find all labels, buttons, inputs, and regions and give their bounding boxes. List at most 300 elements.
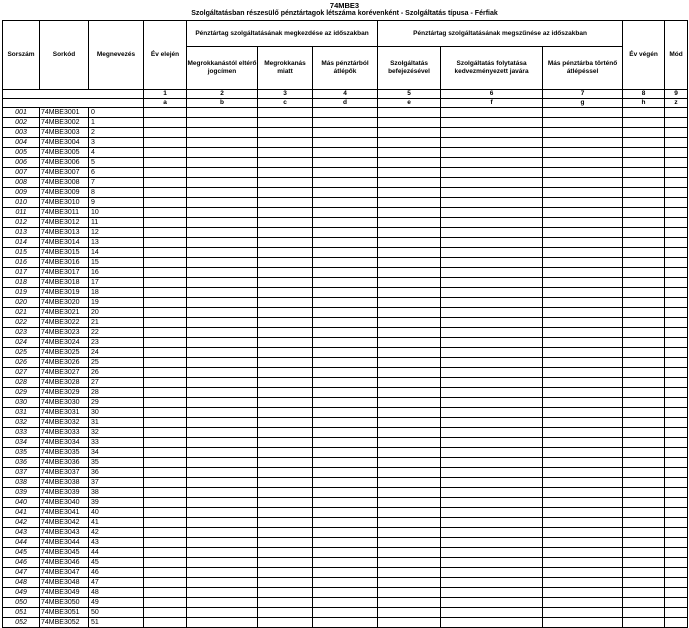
input-cell[interactable] (144, 138, 187, 148)
input-cell[interactable] (543, 188, 623, 198)
input-cell[interactable] (441, 208, 543, 218)
input-cell[interactable] (258, 338, 313, 348)
input-cell[interactable] (187, 118, 258, 128)
input-cell[interactable] (258, 248, 313, 258)
input-cell[interactable] (543, 148, 623, 158)
input-cell[interactable] (543, 298, 623, 308)
input-cell[interactable] (258, 448, 313, 458)
input-cell[interactable] (623, 318, 665, 328)
input-cell[interactable] (187, 188, 258, 198)
input-cell[interactable] (313, 218, 378, 228)
input-cell[interactable] (144, 188, 187, 198)
input-cell[interactable] (441, 158, 543, 168)
input-cell[interactable] (623, 128, 665, 138)
input-cell[interactable] (258, 368, 313, 378)
input-cell[interactable] (543, 218, 623, 228)
input-cell[interactable] (441, 598, 543, 608)
input-cell[interactable] (665, 538, 688, 548)
input-cell[interactable] (187, 238, 258, 248)
input-cell[interactable] (144, 528, 187, 538)
input-cell[interactable] (378, 388, 441, 398)
input-cell[interactable] (623, 428, 665, 438)
input-cell[interactable] (313, 358, 378, 368)
input-cell[interactable] (313, 348, 378, 358)
input-cell[interactable] (441, 488, 543, 498)
input-cell[interactable] (441, 218, 543, 228)
input-cell[interactable] (623, 598, 665, 608)
input-cell[interactable] (258, 158, 313, 168)
input-cell[interactable] (441, 188, 543, 198)
input-cell[interactable] (144, 178, 187, 188)
input-cell[interactable] (441, 468, 543, 478)
input-cell[interactable] (144, 148, 187, 158)
input-cell[interactable] (144, 488, 187, 498)
input-cell[interactable] (378, 168, 441, 178)
input-cell[interactable] (543, 468, 623, 478)
input-cell[interactable] (258, 328, 313, 338)
input-cell[interactable] (187, 288, 258, 298)
input-cell[interactable] (665, 368, 688, 378)
input-cell[interactable] (313, 128, 378, 138)
input-cell[interactable] (665, 408, 688, 418)
input-cell[interactable] (543, 348, 623, 358)
input-cell[interactable] (258, 258, 313, 268)
input-cell[interactable] (441, 178, 543, 188)
input-cell[interactable] (665, 308, 688, 318)
input-cell[interactable] (258, 468, 313, 478)
input-cell[interactable] (187, 318, 258, 328)
input-cell[interactable] (144, 248, 187, 258)
input-cell[interactable] (543, 228, 623, 238)
input-cell[interactable] (441, 358, 543, 368)
input-cell[interactable] (543, 368, 623, 378)
input-cell[interactable] (665, 218, 688, 228)
input-cell[interactable] (187, 338, 258, 348)
input-cell[interactable] (665, 508, 688, 518)
input-cell[interactable] (187, 278, 258, 288)
input-cell[interactable] (665, 498, 688, 508)
input-cell[interactable] (441, 478, 543, 488)
input-cell[interactable] (543, 448, 623, 458)
input-cell[interactable] (258, 588, 313, 598)
input-cell[interactable] (313, 568, 378, 578)
input-cell[interactable] (378, 408, 441, 418)
input-cell[interactable] (258, 578, 313, 588)
input-cell[interactable] (665, 148, 688, 158)
input-cell[interactable] (313, 238, 378, 248)
input-cell[interactable] (543, 198, 623, 208)
input-cell[interactable] (441, 238, 543, 248)
input-cell[interactable] (623, 498, 665, 508)
input-cell[interactable] (187, 368, 258, 378)
input-cell[interactable] (313, 468, 378, 478)
input-cell[interactable] (144, 198, 187, 208)
input-cell[interactable] (378, 208, 441, 218)
input-cell[interactable] (378, 518, 441, 528)
input-cell[interactable] (378, 498, 441, 508)
input-cell[interactable] (258, 118, 313, 128)
input-cell[interactable] (441, 278, 543, 288)
input-cell[interactable] (665, 518, 688, 528)
input-cell[interactable] (623, 448, 665, 458)
input-cell[interactable] (665, 138, 688, 148)
input-cell[interactable] (543, 358, 623, 368)
input-cell[interactable] (623, 258, 665, 268)
input-cell[interactable] (378, 618, 441, 628)
input-cell[interactable] (258, 218, 313, 228)
input-cell[interactable] (378, 438, 441, 448)
input-cell[interactable] (187, 398, 258, 408)
input-cell[interactable] (313, 408, 378, 418)
input-cell[interactable] (441, 528, 543, 538)
input-cell[interactable] (378, 478, 441, 488)
input-cell[interactable] (543, 478, 623, 488)
input-cell[interactable] (144, 238, 187, 248)
input-cell[interactable] (665, 338, 688, 348)
input-cell[interactable] (187, 438, 258, 448)
input-cell[interactable] (623, 138, 665, 148)
input-cell[interactable] (441, 518, 543, 528)
input-cell[interactable] (378, 428, 441, 438)
input-cell[interactable] (313, 378, 378, 388)
input-cell[interactable] (187, 598, 258, 608)
input-cell[interactable] (623, 468, 665, 478)
input-cell[interactable] (187, 228, 258, 238)
input-cell[interactable] (543, 488, 623, 498)
input-cell[interactable] (543, 438, 623, 448)
input-cell[interactable] (258, 318, 313, 328)
input-cell[interactable] (313, 298, 378, 308)
input-cell[interactable] (378, 458, 441, 468)
input-cell[interactable] (258, 308, 313, 318)
input-cell[interactable] (144, 618, 187, 628)
input-cell[interactable] (441, 128, 543, 138)
input-cell[interactable] (441, 618, 543, 628)
input-cell[interactable] (665, 608, 688, 618)
input-cell[interactable] (543, 278, 623, 288)
input-cell[interactable] (543, 508, 623, 518)
input-cell[interactable] (187, 448, 258, 458)
input-cell[interactable] (665, 318, 688, 328)
input-cell[interactable] (665, 238, 688, 248)
input-cell[interactable] (623, 368, 665, 378)
input-cell[interactable] (623, 338, 665, 348)
input-cell[interactable] (441, 508, 543, 518)
input-cell[interactable] (441, 198, 543, 208)
input-cell[interactable] (258, 298, 313, 308)
input-cell[interactable] (665, 548, 688, 558)
input-cell[interactable] (623, 178, 665, 188)
input-cell[interactable] (313, 518, 378, 528)
input-cell[interactable] (378, 468, 441, 478)
input-cell[interactable] (543, 498, 623, 508)
input-cell[interactable] (187, 408, 258, 418)
input-cell[interactable] (313, 338, 378, 348)
input-cell[interactable] (543, 388, 623, 398)
input-cell[interactable] (441, 258, 543, 268)
input-cell[interactable] (543, 258, 623, 268)
input-cell[interactable] (441, 228, 543, 238)
input-cell[interactable] (144, 158, 187, 168)
input-cell[interactable] (187, 588, 258, 598)
input-cell[interactable] (441, 368, 543, 378)
input-cell[interactable] (543, 518, 623, 528)
input-cell[interactable] (313, 528, 378, 538)
input-cell[interactable] (313, 558, 378, 568)
input-cell[interactable] (258, 518, 313, 528)
input-cell[interactable] (441, 348, 543, 358)
input-cell[interactable] (313, 608, 378, 618)
input-cell[interactable] (665, 208, 688, 218)
input-cell[interactable] (313, 548, 378, 558)
input-cell[interactable] (543, 248, 623, 258)
input-cell[interactable] (258, 618, 313, 628)
input-cell[interactable] (441, 498, 543, 508)
input-cell[interactable] (187, 618, 258, 628)
input-cell[interactable] (441, 378, 543, 388)
input-cell[interactable] (187, 458, 258, 468)
input-cell[interactable] (258, 548, 313, 558)
input-cell[interactable] (441, 268, 543, 278)
input-cell[interactable] (441, 578, 543, 588)
input-cell[interactable] (258, 398, 313, 408)
input-cell[interactable] (623, 418, 665, 428)
input-cell[interactable] (144, 228, 187, 238)
input-cell[interactable] (378, 348, 441, 358)
input-cell[interactable] (441, 558, 543, 568)
input-cell[interactable] (144, 508, 187, 518)
input-cell[interactable] (187, 148, 258, 158)
input-cell[interactable] (144, 378, 187, 388)
input-cell[interactable] (665, 578, 688, 588)
input-cell[interactable] (665, 398, 688, 408)
input-cell[interactable] (665, 348, 688, 358)
input-cell[interactable] (187, 158, 258, 168)
input-cell[interactable] (441, 318, 543, 328)
input-cell[interactable] (144, 558, 187, 568)
input-cell[interactable] (623, 278, 665, 288)
input-cell[interactable] (378, 298, 441, 308)
input-cell[interactable] (441, 608, 543, 618)
input-cell[interactable] (543, 328, 623, 338)
input-cell[interactable] (665, 188, 688, 198)
input-cell[interactable] (258, 138, 313, 148)
input-cell[interactable] (665, 278, 688, 288)
input-cell[interactable] (665, 448, 688, 458)
input-cell[interactable] (258, 128, 313, 138)
input-cell[interactable] (378, 448, 441, 458)
input-cell[interactable] (187, 178, 258, 188)
input-cell[interactable] (378, 338, 441, 348)
input-cell[interactable] (144, 598, 187, 608)
input-cell[interactable] (665, 228, 688, 238)
input-cell[interactable] (187, 578, 258, 588)
input-cell[interactable] (623, 118, 665, 128)
input-cell[interactable] (665, 128, 688, 138)
input-cell[interactable] (187, 608, 258, 618)
input-cell[interactable] (258, 228, 313, 238)
input-cell[interactable] (313, 288, 378, 298)
input-cell[interactable] (623, 478, 665, 488)
input-cell[interactable] (187, 168, 258, 178)
input-cell[interactable] (665, 248, 688, 258)
input-cell[interactable] (623, 308, 665, 318)
input-cell[interactable] (543, 618, 623, 628)
input-cell[interactable] (665, 328, 688, 338)
input-cell[interactable] (623, 208, 665, 218)
input-cell[interactable] (258, 568, 313, 578)
input-cell[interactable] (187, 258, 258, 268)
input-cell[interactable] (313, 368, 378, 378)
input-cell[interactable] (144, 208, 187, 218)
input-cell[interactable] (258, 278, 313, 288)
input-cell[interactable] (543, 458, 623, 468)
input-cell[interactable] (144, 168, 187, 178)
input-cell[interactable] (543, 308, 623, 318)
input-cell[interactable] (665, 158, 688, 168)
input-cell[interactable] (378, 228, 441, 238)
input-cell[interactable] (543, 588, 623, 598)
input-cell[interactable] (623, 168, 665, 178)
input-cell[interactable] (144, 338, 187, 348)
input-cell[interactable] (441, 538, 543, 548)
input-cell[interactable] (144, 538, 187, 548)
input-cell[interactable] (543, 558, 623, 568)
input-cell[interactable] (258, 478, 313, 488)
input-cell[interactable] (623, 608, 665, 618)
input-cell[interactable] (313, 498, 378, 508)
input-cell[interactable] (187, 358, 258, 368)
input-cell[interactable] (258, 288, 313, 298)
input-cell[interactable] (144, 348, 187, 358)
input-cell[interactable] (258, 458, 313, 468)
input-cell[interactable] (187, 138, 258, 148)
input-cell[interactable] (665, 388, 688, 398)
input-cell[interactable] (543, 408, 623, 418)
input-cell[interactable] (623, 578, 665, 588)
input-cell[interactable] (665, 598, 688, 608)
input-cell[interactable] (623, 488, 665, 498)
input-cell[interactable] (187, 268, 258, 278)
input-cell[interactable] (258, 598, 313, 608)
input-cell[interactable] (187, 498, 258, 508)
input-cell[interactable] (378, 318, 441, 328)
input-cell[interactable] (313, 268, 378, 278)
input-cell[interactable] (187, 208, 258, 218)
input-cell[interactable] (623, 568, 665, 578)
input-cell[interactable] (623, 518, 665, 528)
input-cell[interactable] (313, 428, 378, 438)
input-cell[interactable] (665, 258, 688, 268)
input-cell[interactable] (313, 178, 378, 188)
input-cell[interactable] (543, 538, 623, 548)
input-cell[interactable] (543, 418, 623, 428)
input-cell[interactable] (258, 238, 313, 248)
input-cell[interactable] (144, 448, 187, 458)
input-cell[interactable] (313, 328, 378, 338)
input-cell[interactable] (378, 398, 441, 408)
input-cell[interactable] (313, 388, 378, 398)
input-cell[interactable] (378, 268, 441, 278)
input-cell[interactable] (543, 548, 623, 558)
input-cell[interactable] (187, 428, 258, 438)
input-cell[interactable] (313, 208, 378, 218)
input-cell[interactable] (144, 108, 187, 118)
input-cell[interactable] (378, 128, 441, 138)
input-cell[interactable] (665, 588, 688, 598)
input-cell[interactable] (313, 108, 378, 118)
input-cell[interactable] (378, 218, 441, 228)
input-cell[interactable] (258, 408, 313, 418)
input-cell[interactable] (313, 488, 378, 498)
input-cell[interactable] (258, 358, 313, 368)
input-cell[interactable] (144, 458, 187, 468)
input-cell[interactable] (543, 288, 623, 298)
input-cell[interactable] (144, 358, 187, 368)
input-cell[interactable] (313, 148, 378, 158)
input-cell[interactable] (378, 248, 441, 258)
input-cell[interactable] (441, 548, 543, 558)
input-cell[interactable] (258, 388, 313, 398)
input-cell[interactable] (665, 488, 688, 498)
input-cell[interactable] (543, 238, 623, 248)
input-cell[interactable] (543, 108, 623, 118)
input-cell[interactable] (623, 218, 665, 228)
input-cell[interactable] (187, 378, 258, 388)
input-cell[interactable] (144, 218, 187, 228)
input-cell[interactable] (313, 538, 378, 548)
input-cell[interactable] (543, 138, 623, 148)
input-cell[interactable] (665, 458, 688, 468)
input-cell[interactable] (623, 398, 665, 408)
input-cell[interactable] (313, 248, 378, 258)
input-cell[interactable] (144, 398, 187, 408)
input-cell[interactable] (313, 228, 378, 238)
input-cell[interactable] (543, 118, 623, 128)
input-cell[interactable] (441, 168, 543, 178)
input-cell[interactable] (623, 238, 665, 248)
input-cell[interactable] (543, 568, 623, 578)
input-cell[interactable] (313, 478, 378, 488)
input-cell[interactable] (144, 308, 187, 318)
input-cell[interactable] (144, 318, 187, 328)
input-cell[interactable] (665, 178, 688, 188)
input-cell[interactable] (378, 258, 441, 268)
input-cell[interactable] (543, 168, 623, 178)
input-cell[interactable] (187, 128, 258, 138)
input-cell[interactable] (144, 328, 187, 338)
input-cell[interactable] (378, 508, 441, 518)
input-cell[interactable] (665, 268, 688, 278)
input-cell[interactable] (441, 428, 543, 438)
input-cell[interactable] (378, 588, 441, 598)
input-cell[interactable] (144, 408, 187, 418)
input-cell[interactable] (144, 518, 187, 528)
input-cell[interactable] (313, 168, 378, 178)
input-cell[interactable] (378, 198, 441, 208)
input-cell[interactable] (258, 528, 313, 538)
input-cell[interactable] (441, 108, 543, 118)
input-cell[interactable] (441, 298, 543, 308)
input-cell[interactable] (258, 418, 313, 428)
input-cell[interactable] (313, 188, 378, 198)
input-cell[interactable] (144, 578, 187, 588)
input-cell[interactable] (623, 288, 665, 298)
input-cell[interactable] (187, 348, 258, 358)
input-cell[interactable] (378, 278, 441, 288)
input-cell[interactable] (144, 428, 187, 438)
input-cell[interactable] (313, 458, 378, 468)
